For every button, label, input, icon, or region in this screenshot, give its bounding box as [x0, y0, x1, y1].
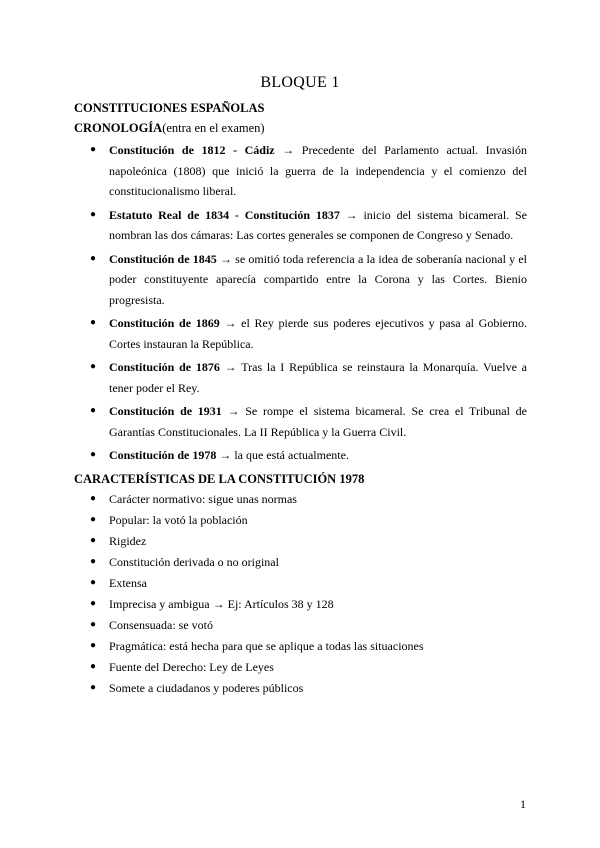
subheading-cronologia-note: (entra en el examen): [162, 121, 265, 135]
bullet-icon: ●: [90, 405, 97, 416]
item-text: → Se rompe el sistema bicameral. Se crea el Tribunal de Garantías Constitucionales. La II República y la Guerra Civil.: [109, 404, 527, 439]
item-bold: Constitución de 1845: [109, 251, 217, 266]
item-text: Extensa: [109, 576, 147, 590]
page-title: BLOQUE 1: [260, 74, 340, 91]
chronology-list: [0, 140, 527, 469]
item-text: Pragmática: está hecha para que se aplique a todas las situaciones: [109, 639, 424, 653]
item-text: → Tras la I República se reinstaura la Monarquía. Vuelve a tener poder el Rey.: [109, 360, 528, 395]
list-item: [0, 678, 527, 699]
bullet-icon: ●: [90, 361, 97, 372]
list-item: [0, 531, 527, 552]
item-bold: Constitución de 1869: [109, 316, 220, 330]
bullet-icon: ●: [90, 577, 97, 588]
list-item: [0, 249, 527, 311]
bullet-icon: ●: [90, 252, 97, 264]
list-item: [0, 357, 527, 398]
item-text: Popular: la votó la población: [109, 513, 248, 527]
bullet-icon: ●: [90, 493, 97, 504]
item-text: → el Rey pierde sus poderes ejecutivos y pasa al Gobierno. Cortes instauran la República.: [109, 316, 528, 351]
bullet-icon: ●: [90, 144, 97, 155]
list-item: [0, 489, 527, 510]
list-item: [0, 445, 527, 466]
list-item: [0, 657, 527, 678]
item-bold: Estatuto Real de 1834 - Constitución 1837: [109, 207, 340, 222]
section-heading-caracteristicas: CARACTERÍSTICAS DE LA CONSTITUCIÓN 1978: [74, 472, 365, 486]
list-item: [0, 205, 527, 246]
item-text: Fuente del Derecho: Ley de Leyes: [109, 660, 274, 674]
item-text: Rigidez: [109, 534, 147, 548]
list-item: [0, 140, 527, 202]
item-bold: Constitución de 1978: [109, 448, 217, 462]
bullet-icon: ●: [90, 514, 97, 525]
list-item: [0, 573, 527, 594]
item-text: → la que está actualmente.: [216, 448, 349, 462]
bullet-icon: ●: [90, 598, 97, 609]
list-item: [0, 594, 527, 615]
item-text: Somete a ciudadanos y poderes públicos: [109, 681, 304, 695]
list-item: [0, 552, 527, 573]
subheading-cronologia-bold: CRONOLOGÍA: [74, 121, 163, 135]
bullet-icon: ●: [90, 449, 97, 460]
page-number: 1: [520, 797, 526, 811]
section-heading-constituciones: CONSTITUCIONES ESPAÑOLAS: [74, 101, 265, 115]
subheading-cronologia: [74, 121, 265, 136]
list-item: [0, 313, 527, 354]
bullet-icon: ●: [90, 661, 97, 672]
bullet-icon: ●: [90, 640, 97, 651]
item-text: → Precedente del Parlamento actual. Invasión napoleónica (1808) que inició la guerra de la independencia y el comienzo del constitucionalismo liberal.: [109, 143, 527, 198]
item-text: Constitución derivada o no original: [109, 555, 279, 569]
item-bold: Constitución de 1876: [109, 360, 220, 374]
list-item: [0, 401, 527, 442]
bullet-icon: ●: [90, 208, 97, 220]
item-bold: Constitución de 1812 - Cádiz: [109, 143, 275, 157]
list-item: [0, 636, 527, 657]
list-item: [0, 510, 527, 531]
characteristics-list: [0, 489, 527, 699]
item-text: Carácter normativo: sigue unas normas: [109, 492, 297, 506]
bullet-icon: ●: [90, 535, 97, 546]
bullet-icon: ●: [90, 682, 97, 693]
item-text: → inicio del sistema bicameral. Se nombran las dos cámaras: Las cortes generales se componen de Congreso y Senado.: [109, 207, 527, 242]
bullet-icon: ●: [90, 556, 97, 567]
item-text: → se omitió toda referencia a la idea de soberanía nacional y el poder constituyente aparecía compartido entre la Corona y las Cortes. Bienio progresista.: [109, 251, 528, 307]
bullet-icon: ●: [90, 619, 97, 630]
item-bold: Constitución de 1931: [109, 404, 222, 418]
bullet-icon: ●: [90, 317, 97, 328]
item-text: Imprecisa y ambigua → Ej: Artículos 38 y 128: [109, 597, 334, 611]
item-text: Consensuada: se votó: [109, 618, 213, 632]
list-item: [0, 615, 527, 636]
